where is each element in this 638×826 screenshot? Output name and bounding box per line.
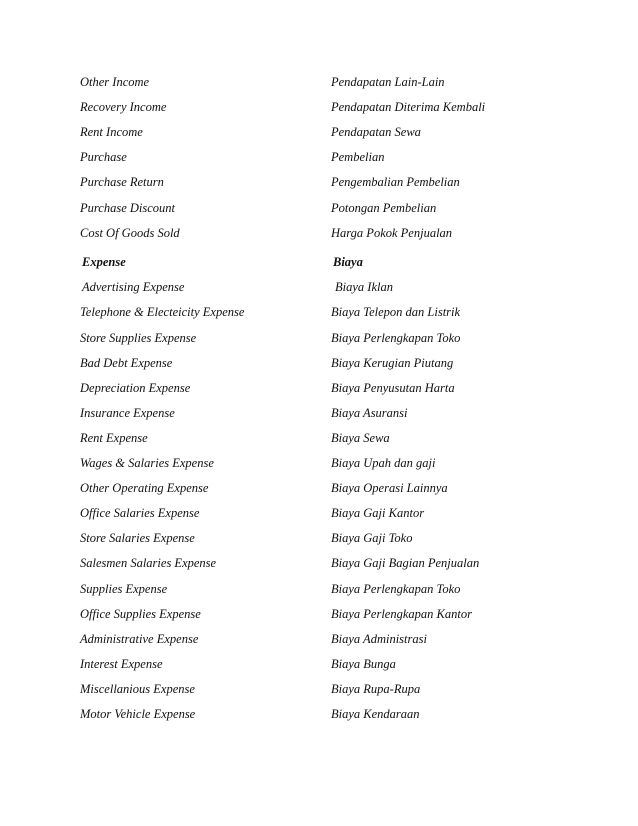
english-term: Office Supplies Expense — [80, 607, 201, 621]
indonesian-term: Biaya Perlengkapan Toko — [331, 582, 461, 596]
english-term: Rent Expense — [80, 431, 148, 445]
indonesian-term: Pendapatan Diterima Kembali — [331, 100, 486, 114]
indonesian-term: Biaya Iklan — [335, 280, 393, 294]
table-row — [80, 331, 550, 345]
table-row — [80, 100, 550, 114]
english-term: Telephone & Electeicity Expense — [80, 305, 245, 319]
indonesian-term: Biaya Bunga — [331, 657, 396, 671]
table-row — [80, 506, 550, 520]
indonesian-term: Biaya Sewa — [331, 431, 390, 445]
english-term: Rent Income — [80, 125, 143, 139]
english-term: Recovery Income — [80, 100, 167, 114]
section-heading — [80, 255, 550, 269]
indonesian-term: Biaya Telepon dan Listrik — [331, 305, 461, 319]
indonesian-term: Biaya Penyusutan Harta — [331, 381, 455, 395]
english-term: Interest Expense — [80, 657, 163, 671]
english-term: Motor Vehicle Expense — [80, 707, 196, 721]
english-term: Supplies Expense — [80, 582, 168, 596]
table-row — [80, 582, 550, 596]
indonesian-term: Biaya Gaji Toko — [331, 531, 413, 545]
table-row — [80, 632, 550, 646]
english-term: Salesmen Salaries Expense — [80, 556, 217, 570]
english-term: Other Income — [80, 75, 150, 89]
indonesian-term: Biaya Administrasi — [331, 632, 427, 646]
english-term: Purchase Return — [80, 175, 164, 189]
english-term: Wages & Salaries Expense — [80, 456, 214, 470]
table-row — [80, 707, 550, 721]
indonesian-term: Biaya Asuransi — [331, 406, 408, 420]
indonesian-term: Biaya Gaji Bagian Penjualan — [331, 556, 480, 570]
english-term: Store Supplies Expense — [80, 331, 197, 345]
table-row — [80, 531, 550, 545]
table-row — [80, 556, 550, 570]
table-row — [80, 431, 550, 445]
table-row — [80, 607, 550, 621]
table-row — [80, 657, 550, 671]
indonesian-term: Biaya Operasi Lainnya — [331, 481, 448, 495]
table-row — [80, 456, 550, 470]
indonesian-term: Biaya Perlengkapan Toko — [331, 331, 461, 345]
table-row — [80, 125, 550, 139]
table-row — [80, 406, 550, 420]
table-row — [80, 682, 550, 696]
table-row — [80, 356, 550, 370]
indonesian-term: Pembelian — [331, 150, 385, 164]
table-row — [80, 305, 550, 319]
english-term: Insurance Expense — [80, 406, 175, 420]
english-term: Purchase Discount — [80, 201, 176, 215]
english-term: Administrative Expense — [80, 632, 199, 646]
table-row — [80, 381, 550, 395]
indonesian-term: Pengembalian Pembelian — [331, 175, 460, 189]
table-row — [80, 175, 550, 189]
table-row — [80, 75, 550, 89]
table-row — [80, 201, 550, 215]
english-heading: Expense — [82, 255, 126, 269]
indonesian-term: Biaya Kendaraan — [331, 707, 420, 721]
english-term: Store Salaries Expense — [80, 531, 195, 545]
table-row — [80, 150, 550, 164]
indonesian-term: Biaya Gaji Kantor — [331, 506, 425, 520]
english-term: Depreciation Expense — [80, 381, 191, 395]
indonesian-term: Pendapatan Sewa — [331, 125, 421, 139]
indonesian-term: Potongan Pembelian — [331, 201, 437, 215]
indonesian-heading: Biaya — [333, 255, 363, 269]
english-term: Advertising Expense — [82, 280, 185, 294]
indonesian-term: Biaya Kerugian Piutang — [331, 356, 454, 370]
indonesian-term: Harga Pokok Penjualan — [331, 226, 453, 240]
table-row — [80, 226, 550, 240]
english-term: Purchase — [80, 150, 127, 164]
english-term: Other Operating Expense — [80, 481, 209, 495]
english-term: Office Salaries Expense — [80, 506, 200, 520]
english-term: Bad Debt Expense — [80, 356, 173, 370]
indonesian-term: Biaya Upah dan gaji — [331, 456, 436, 470]
indonesian-term: Biaya Perlengkapan Kantor — [331, 607, 472, 621]
english-term: Cost Of Goods Sold — [80, 226, 180, 240]
indonesian-term: Pendapatan Lain-Lain — [331, 75, 445, 89]
table-row — [80, 481, 550, 495]
english-term: Miscellanious Expense — [80, 682, 195, 696]
table-row — [80, 280, 550, 294]
indonesian-term: Biaya Rupa-Rupa — [331, 682, 421, 696]
